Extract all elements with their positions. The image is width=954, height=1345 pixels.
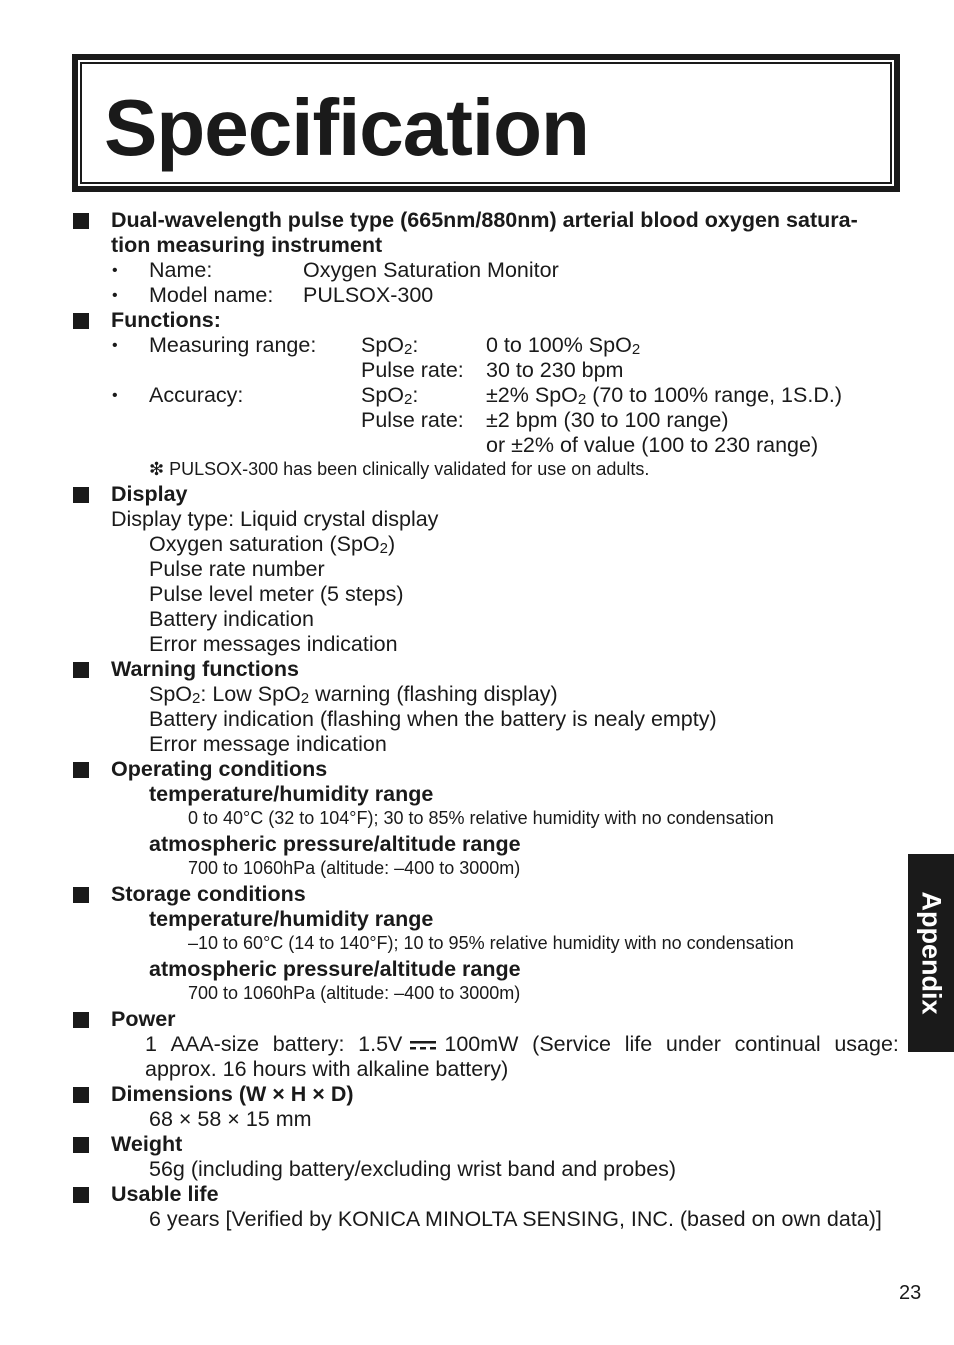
bullet-square bbox=[73, 487, 89, 503]
display-heading: Display bbox=[111, 482, 188, 506]
bullet-square bbox=[73, 1137, 89, 1153]
accuracy-pulse-label: Pulse rate: bbox=[361, 408, 464, 432]
usable-life-value: 6 years [Verified by KONICA MINOLTA SENSING, INC. (based on own data)] bbox=[149, 1207, 882, 1231]
bullet-dot: • bbox=[112, 387, 118, 404]
bullet-square bbox=[73, 1012, 89, 1028]
page-number: 23 bbox=[899, 1282, 922, 1304]
bullet-square bbox=[73, 662, 89, 678]
display-item: Error messages indication bbox=[149, 632, 398, 656]
usable-life-heading: Usable life bbox=[111, 1182, 219, 1206]
storage-th-value: –10 to 60°C (14 to 140°F); 10 to 95% relative humidity with no condensation bbox=[188, 933, 794, 953]
bullet-square bbox=[73, 1187, 89, 1203]
weight-heading: Weight bbox=[111, 1132, 183, 1156]
name-label: Name: bbox=[149, 258, 213, 282]
warning-item: SpO$_2$: Low SpO$_2$ warning (flashing display) bbox=[149, 682, 558, 707]
bullet-dot: • bbox=[112, 262, 118, 279]
bullet-square bbox=[73, 762, 89, 778]
storage-ap-label: atmospheric pressure/altitude range bbox=[149, 957, 521, 981]
power-line-1: 1 AAA-size battery: 1.5V 100mW (Service life under continual usage: bbox=[145, 1032, 899, 1056]
dc-symbol-icon bbox=[410, 1038, 436, 1052]
operating-ap-value: 700 to 1060hPa (altitude: –400 to 3000m) bbox=[188, 858, 521, 878]
storage-th-label: temperature/humidity range bbox=[149, 907, 434, 931]
instrument-heading: Dual-wavelength pulse type (665nm/880nm) arterial blood oxygen satura- bbox=[111, 208, 858, 232]
display-item: Oxygen saturation (SpO$_2$) bbox=[149, 532, 396, 557]
dimensions-value: 68 × 58 × 15 mm bbox=[149, 1107, 312, 1131]
accuracy-spo2-value: ±2% SpO$_2$ (70 to 100% range, 1S.D.) bbox=[486, 383, 842, 408]
bullet-dot: • bbox=[112, 337, 118, 354]
warning-heading: Warning functions bbox=[111, 657, 299, 681]
display-type: Display type: Liquid crystal display bbox=[111, 507, 439, 531]
power-line-2: approx. 16 hours with alkaline battery) bbox=[145, 1057, 509, 1081]
display-item: Pulse rate number bbox=[149, 557, 325, 581]
measuring-range-label: Measuring range: bbox=[149, 333, 317, 357]
bullet-square bbox=[73, 1087, 89, 1103]
pulse-rate-label: Pulse rate: bbox=[361, 358, 464, 382]
model-label: Model name: bbox=[149, 283, 274, 307]
operating-th-label: temperature/humidity range bbox=[149, 782, 434, 806]
accuracy-pulse-value: ±2 bpm (30 to 100 range) bbox=[486, 408, 729, 432]
model-value: PULSOX-300 bbox=[303, 283, 434, 307]
power-heading: Power bbox=[111, 1007, 176, 1031]
operating-heading: Operating conditions bbox=[111, 757, 328, 781]
display-item: Pulse level meter (5 steps) bbox=[149, 582, 404, 606]
dimensions-heading: Dimensions (W × H × D) bbox=[111, 1082, 354, 1106]
bullet-square bbox=[73, 313, 89, 329]
warning-item: Error message indication bbox=[149, 732, 387, 756]
instrument-heading-cont: tion measuring instrument bbox=[111, 233, 383, 257]
functions-heading: Functions: bbox=[111, 308, 221, 332]
pulse-rate-range: 30 to 230 bpm bbox=[486, 358, 624, 382]
clinical-note: ❇ PULSOX-300 has been clinically validated for use on adults. bbox=[149, 459, 650, 479]
appendix-tab-label: Appendix bbox=[916, 891, 947, 1015]
title-box bbox=[72, 54, 900, 192]
appendix-side-tab bbox=[908, 854, 954, 1052]
spo2-label: SpO$_2$: bbox=[361, 333, 419, 358]
bullet-square bbox=[73, 887, 89, 903]
weight-value: 56g (including battery/excluding wrist band and probes) bbox=[149, 1157, 677, 1181]
bullet-dot: • bbox=[112, 287, 118, 304]
bullet-square bbox=[73, 213, 89, 229]
name-value: Oxygen Saturation Monitor bbox=[303, 258, 559, 282]
display-item: Battery indication bbox=[149, 607, 314, 631]
storage-ap-value: 700 to 1060hPa (altitude: –400 to 3000m) bbox=[188, 983, 521, 1003]
accuracy-label: Accuracy: bbox=[149, 383, 244, 407]
accuracy-spo2-label: SpO$_2$: bbox=[361, 383, 419, 408]
operating-th-value: 0 to 40°C (32 to 104°F); 30 to 85% relative humidity with no condensation bbox=[188, 808, 774, 828]
warning-item: Battery indication (flashing when the battery is nealy empty) bbox=[149, 707, 717, 731]
operating-ap-label: atmospheric pressure/altitude range bbox=[149, 832, 521, 856]
page-title: Specification bbox=[104, 83, 589, 172]
spo2-range: 0 to 100% SpO$_2$ bbox=[486, 333, 641, 358]
accuracy-pulse-value-2: or ±2% of value (100 to 230 range) bbox=[486, 433, 819, 457]
storage-heading: Storage conditions bbox=[111, 882, 306, 906]
